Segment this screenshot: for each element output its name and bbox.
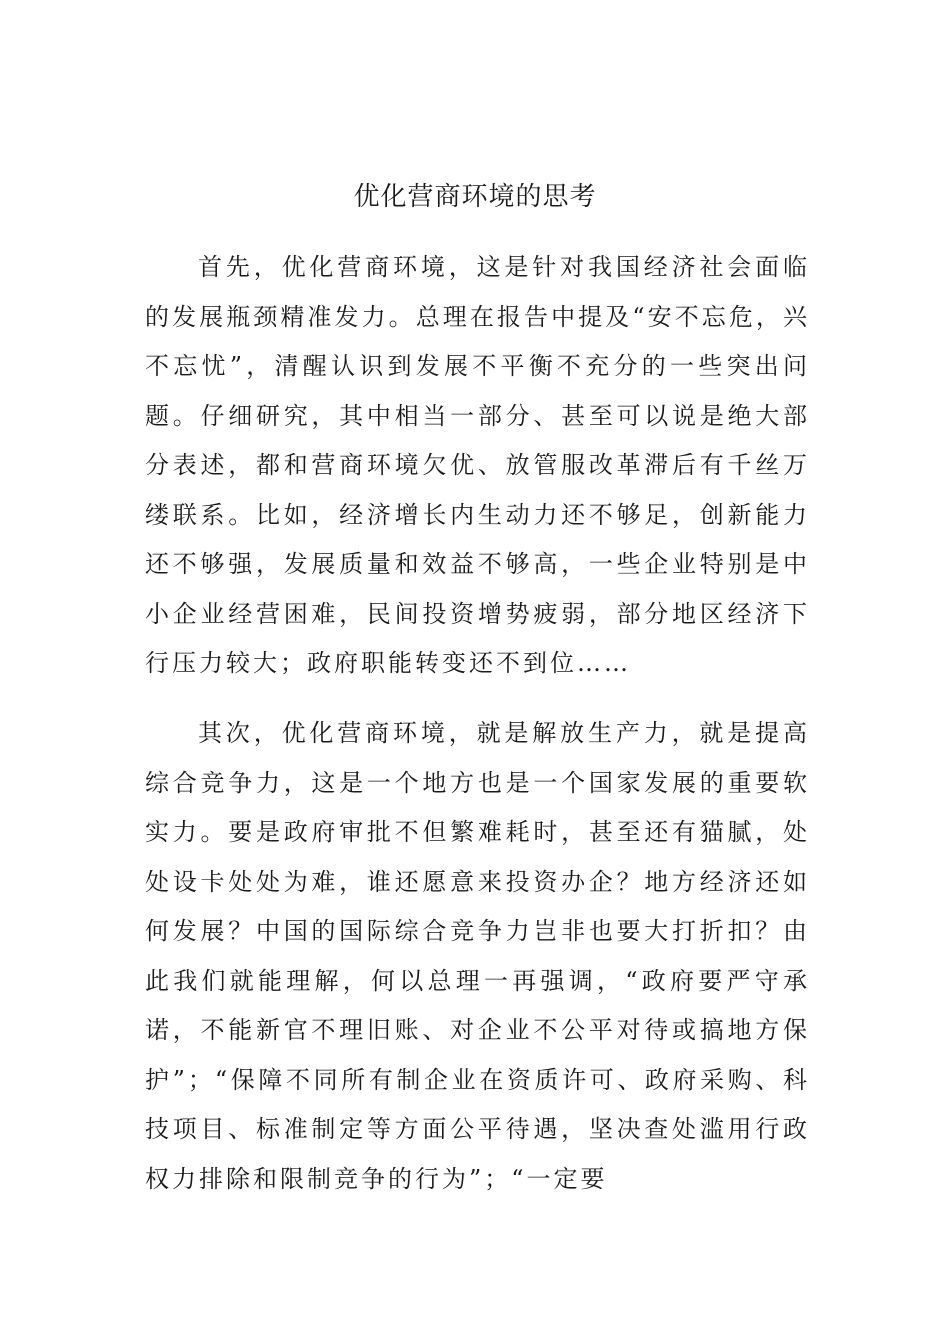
paragraph-1: 首先，优化营商环境，这是针对我国经济社会面临的发展瓶颈精准发力。总理在报告中提及“安不忘危，兴不忘忧”，清醒认识到发展不平衡不充分的一些突出问题。仔细研究，其中相当一部分、甚至可以说是绝大部分表述，都和营商环境欠优、放管服改革滞后有千丝万缕联系。比如，经济增长内生动力还不够足，创新能力还不够强，发展质量和效益不够高，一些企业特别是中小企业经营困难，民间投资增势疲弱，部分地区经济下行压力较大；政府职能转变还不到位…… [145, 253, 810, 677]
paragraph-2: 其次，优化营商环境，就是解放生产力，就是提高综合竞争力，这是一个地方也是一个国家发展的重要软实力。要是政府审批不但繁难耗时，甚至还有猫腻，处处设卡处处为难，谁还愿意来投资办企？地方经济还如何发展？中国的国际综合竞争力岂非也要大打折扣？由此我们就能理解，何以总理一再强调，“政府要严守承诺，不能新官不理旧账、对企业不公平对待或搞地方保护”；“保障不同所有制企业在资质许可、政府采购、科技项目、标准制定等方面公平待遇，坚决查处滥用行政权力排除和限制竞争的行为”；“一定要 [145, 719, 810, 1193]
document-title: 优化营商环境的思考 [353, 182, 597, 212]
